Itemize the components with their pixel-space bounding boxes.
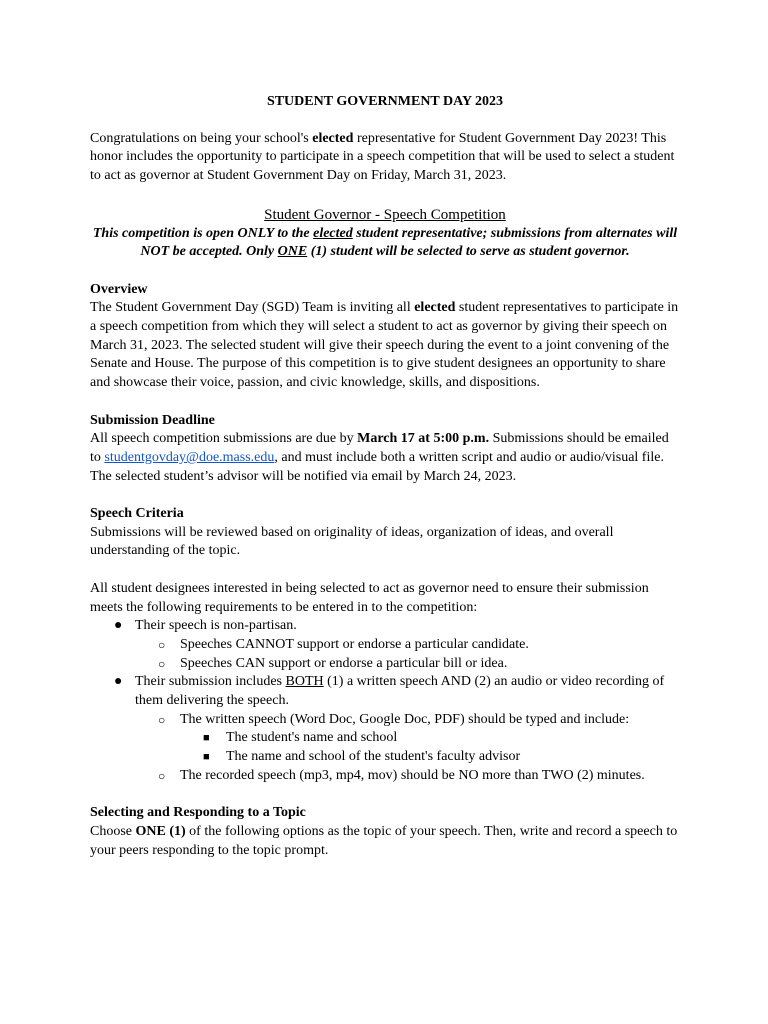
intro-text-start: Congratulations on being your school's	[90, 130, 313, 146]
topic-text-end: of the following options as the topic of your speech. Then, write and record a speech to your peers responding to the topic prompt.	[90, 823, 678, 858]
overview-paragraph	[90, 299, 680, 393]
list-item-text: The student's name and school	[226, 730, 398, 746]
requirements-list	[90, 617, 680, 785]
notice-one-underline: ONE	[277, 244, 308, 260]
list-item-text: The recorded speech (mp3, mp4, mov) should be NO more than TWO (2) minutes.	[180, 767, 645, 783]
list-item	[90, 617, 680, 636]
competition-notice	[90, 225, 680, 262]
both-underline: BOTH	[285, 674, 324, 690]
overview-text-start: The Student Government Day (SGD) Team is inviting all	[90, 300, 415, 316]
square-bullet-icon: ■	[203, 751, 210, 764]
deadline-text-start: All speech competition submissions are due by	[90, 431, 358, 447]
document-page	[90, 93, 680, 860]
notice-part-1: This competition is open ONLY to the	[92, 225, 314, 241]
list-item	[90, 673, 680, 710]
deadline-date-bold: March 17 at 5:00 p.m.	[357, 431, 490, 447]
notice-elected-underline: elected	[313, 225, 353, 241]
bullet-icon: ●	[114, 618, 123, 634]
overview-elected-bold: elected	[414, 300, 456, 316]
list-item	[90, 729, 680, 748]
topic-heading: Selecting and Responding to a Topic	[90, 805, 306, 821]
deadline-text-middle: Submissions should be emailed to	[90, 431, 669, 465]
list-item	[90, 711, 680, 730]
square-bullet-icon: ■	[203, 732, 210, 745]
notice-part-2: student representative; submissions from alternates will NOT be accepted. Only	[140, 225, 678, 260]
bullet-icon: ●	[114, 674, 123, 690]
list-item	[90, 636, 680, 655]
competition-heading: Student Governor - Speech Competition	[264, 206, 506, 223]
deadline-text-end: , and must include both a written script and audio or audio/visual file. The selected student’s advisor will be notified via email by March 24, 2023.	[90, 449, 664, 484]
intro-elected-bold: elected	[312, 130, 354, 146]
list-item	[90, 655, 680, 674]
intro-text-end: representative for Student Government Day 2023! This honor includes the opportunity to participate in a speech competition that will be used to select a student to act as governor at Student Government Day on Friday, March 31, 2023.	[90, 130, 675, 184]
criteria-heading: Speech Criteria	[90, 506, 184, 521]
email-link[interactable]: studentgovday@doe.mass.edu	[104, 449, 275, 465]
topic-one-bold: ONE (1)	[135, 823, 186, 839]
list-item	[90, 748, 680, 767]
list-item-text: Speeches CANNOT support or endorse a particular candidate.	[180, 636, 529, 652]
list-item-text: Their speech is non-partisan.	[135, 618, 297, 634]
circle-bullet-icon: ○	[158, 656, 166, 671]
notice-part-3: (1) student will be selected to serve as student governor.	[307, 244, 630, 260]
circle-bullet-icon: ○	[158, 768, 166, 783]
deadline-paragraph	[90, 430, 680, 486]
list-item-text: Their submission includes	[135, 674, 286, 690]
overview-heading: Overview	[90, 281, 148, 297]
criteria-paragraph: Submissions will be reviewed based on originality of ideas, organization of ideas, and overall understanding of the topic.	[90, 524, 614, 559]
deadline-heading: Submission Deadline	[90, 412, 215, 428]
circle-bullet-icon: ○	[158, 637, 166, 652]
document-title: STUDENT GOVERNMENT DAY 2023	[266, 94, 504, 109]
intro-paragraph	[90, 130, 680, 186]
overview-text-end: student representatives to participate in a speech competition from which they will select a student to act as governor by giving their speech on March 31, 2023. The selected student will give their speech during the event to a joint convening of the Senate and House. The purpose of this competition is to give student designees an opportunity to share and showcase their voice, passion, and civic knowledge, skills, and dispositions.	[90, 300, 679, 391]
topic-paragraph	[90, 823, 680, 860]
circle-bullet-icon: ○	[158, 712, 166, 727]
list-item-text: Speeches CAN support or endorse a particular bill or idea.	[180, 655, 508, 671]
list-item-text: The name and school of the student's faculty advisor	[226, 749, 521, 765]
requirements-intro: All student designees interested in being selected to act as governor need to ensure their submission meets the following requirements to be entered in to the competition:	[90, 580, 649, 615]
list-item-text: (1) a written speech AND (2) an audio or video recording of them delivering the speech.	[135, 674, 665, 709]
list-item	[90, 767, 680, 786]
topic-text-start: Choose	[90, 823, 136, 839]
list-item-text: The written speech (Word Doc, Google Doc, PDF) should be typed and include:	[180, 711, 630, 727]
